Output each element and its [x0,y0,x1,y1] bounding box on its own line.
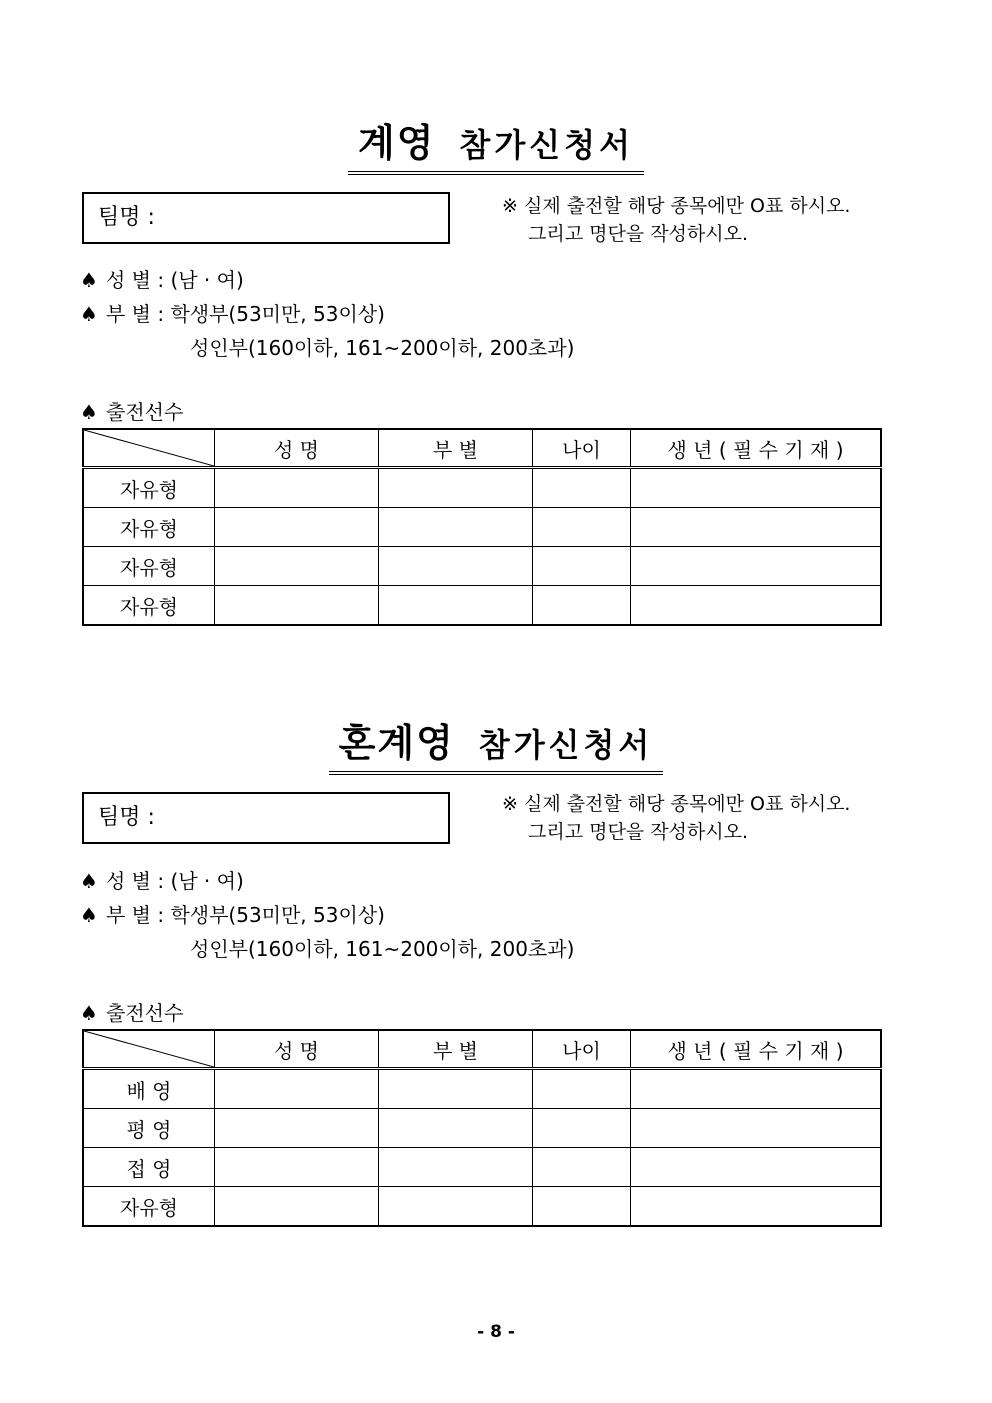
table-header-row [83,429,881,468]
header-name: 성 명 [215,429,379,468]
note-line: ※ 실제 출전할 해당 종목에만 O표 하시오. [502,793,851,815]
division-line-2: 성인부(160이하, 161~200이하, 200초과) [190,937,575,961]
diagonal-header-cell [83,1030,215,1069]
section-title [0,112,992,175]
age-input-cell[interactable] [533,508,631,547]
age-input-cell[interactable] [533,1069,631,1109]
gender-line: ♠ 성 별 : (남 · 여) [80,869,244,893]
name-input-cell[interactable] [215,1187,379,1227]
age-input-cell[interactable] [533,1148,631,1187]
header-birth-year: 생 년 ( 필 수 기 재 ) [631,1030,882,1069]
table-row [83,468,881,508]
event-cell: 자유형 [83,468,215,508]
table-row [83,586,881,626]
spade-icon: ♠ [80,400,98,424]
name-input-cell[interactable] [215,508,379,547]
team-name-box[interactable] [82,192,450,244]
name-input-cell[interactable] [215,468,379,508]
title-sub: 참가신청서 [459,126,634,164]
page-number: - 8 - [477,1322,515,1342]
division-input-cell[interactable] [379,586,533,626]
note-line: ※ 실제 출전할 해당 종목에만 O표 하시오. [502,195,851,217]
players-label: ♠ 출전선수 [80,400,184,424]
division-input-cell[interactable] [379,1148,533,1187]
table-row [83,547,881,586]
name-input-cell[interactable] [215,547,379,586]
event-cell: 배 영 [83,1069,215,1109]
title-main: 혼계영 [338,721,455,765]
division-input-cell[interactable] [379,1109,533,1148]
division-input-cell[interactable] [379,1069,533,1109]
players-label: ♠ 출전선수 [80,1001,184,1025]
division-line-2: 성인부(160이하, 161~200이하, 200초과) [190,336,575,360]
header-age: 나이 [533,429,631,468]
name-input-cell[interactable] [215,1148,379,1187]
birth-input-cell[interactable] [631,586,882,626]
birth-input-cell[interactable] [631,1187,882,1227]
table-row [83,1109,881,1148]
event-cell: 자유형 [83,586,215,626]
title-sub: 참가신청서 [478,726,654,764]
header-birth-year: 생 년 ( 필 수 기 재 ) [631,429,882,468]
division-input-cell[interactable] [379,547,533,586]
event-cell: 평 영 [83,1109,215,1148]
note-line: 그리고 명단을 작성하시오. [528,821,749,843]
event-cell: 접 영 [83,1148,215,1187]
division-input-cell[interactable] [379,508,533,547]
age-input-cell[interactable] [533,547,631,586]
table-row [83,1148,881,1187]
age-input-cell[interactable] [533,1187,631,1227]
event-cell: 자유형 [83,1187,215,1227]
header-name: 성 명 [215,1030,379,1069]
section-title [0,712,992,775]
spade-icon: ♠ [80,302,98,326]
team-label: 팀명 : [98,205,155,230]
division-input-cell[interactable] [379,1187,533,1227]
title-main: 계영 [358,121,436,165]
instruction-note [502,790,850,846]
team-name-box[interactable] [82,792,450,844]
age-input-cell[interactable] [533,468,631,508]
players-table [82,428,882,626]
spade-icon: ♠ [80,903,98,927]
table-row [83,508,881,547]
note-line: 그리고 명단을 작성하시오. [528,223,749,245]
spade-icon: ♠ [80,869,98,893]
team-label: 팀명 : [98,805,155,830]
birth-input-cell[interactable] [631,547,882,586]
division-input-cell[interactable] [379,468,533,508]
event-cell: 자유형 [83,547,215,586]
name-input-cell[interactable] [215,586,379,626]
birth-input-cell[interactable] [631,468,882,508]
instruction-note [502,192,850,248]
age-input-cell[interactable] [533,1109,631,1148]
name-input-cell[interactable] [215,1069,379,1109]
table-row [83,1069,881,1109]
division-line: ♠ 부 별 : 학생부(53미만, 53이상) [80,903,385,927]
players-table [82,1029,882,1227]
spade-icon: ♠ [80,1001,98,1025]
event-cell: 자유형 [83,508,215,547]
header-age: 나이 [533,1030,631,1069]
gender-line: ♠ 성 별 : (남 · 여) [80,268,244,292]
table-header-row [83,1030,881,1069]
header-division: 부 별 [379,429,533,468]
diagonal-header-cell [83,429,215,468]
division-line: ♠ 부 별 : 학생부(53미만, 53이상) [80,302,385,326]
birth-input-cell[interactable] [631,1069,882,1109]
birth-input-cell[interactable] [631,1109,882,1148]
birth-input-cell[interactable] [631,1148,882,1187]
name-input-cell[interactable] [215,1109,379,1148]
birth-input-cell[interactable] [631,508,882,547]
spade-icon: ♠ [80,268,98,292]
age-input-cell[interactable] [533,586,631,626]
header-division: 부 별 [379,1030,533,1069]
table-row [83,1187,881,1227]
